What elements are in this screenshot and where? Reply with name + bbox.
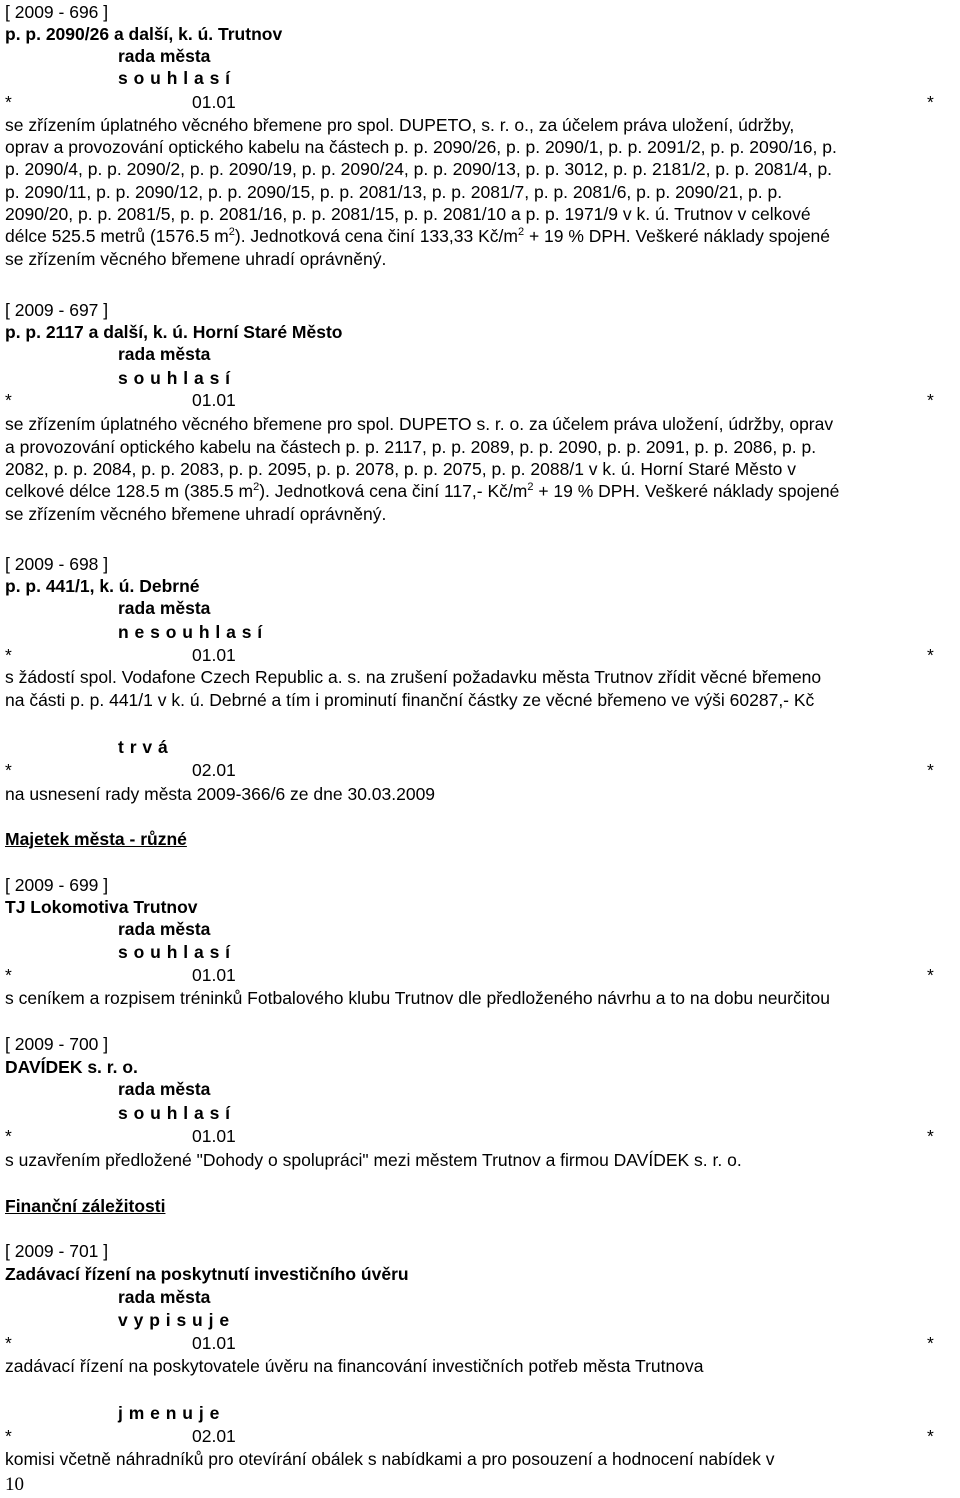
star-right: * xyxy=(927,390,934,410)
item-number: 01.01 xyxy=(192,390,236,410)
page-number: 10 xyxy=(5,1474,24,1495)
body-line: a provozování optického kabelu na částech p. p. 2117, p. p. 2089, p. p. 2090, p. p. 2091, p. p. 2086, p. p. xyxy=(5,437,817,457)
council-label: rada města xyxy=(118,919,211,939)
resolution-title: TJ Lokomotiva Trutnov xyxy=(5,897,198,917)
star-right: * xyxy=(927,1333,934,1353)
body-line: s ceníkem a rozpisem tréninků Fotbalového klubu Trutnov dle předloženého návrhu a to na dobu neurčitou xyxy=(5,988,830,1008)
body-line: délce 525.5 metrů (1576.5 $m^2$). Jednotková cena činí 133,33 $Kč/m^2 + 19$ % DPH. Veškeré náklady spojené xyxy=(5,226,831,246)
star-right: * xyxy=(927,965,934,985)
star-left: * xyxy=(5,1426,12,1446)
body-line: celkové délce 128.5 m (385.5 $m^2$). Jednotková cena činí 117,- $Kč/m^2 + 19$ % DPH. Veškeré náklady spojené xyxy=(5,481,840,501)
star-left: * xyxy=(5,1333,12,1353)
body-line: se zřízením úplatného věcného břemene pro spol. DUPETO s. r. o. za účelem práva uložení, údržby, oprav xyxy=(5,414,834,434)
section-heading: Majetek města - různé xyxy=(5,829,187,849)
council-label: rada města xyxy=(118,1079,211,1099)
item-number: 02.01 xyxy=(192,1426,236,1446)
star-right: * xyxy=(927,760,934,780)
item-number: 02.01 xyxy=(192,760,236,780)
body-line: zadávací řízení na poskytovatele úvěru na financování investičních potřeb města Trutnova xyxy=(5,1356,704,1376)
star-left: * xyxy=(5,1126,12,1146)
body-line: 2082, p. p. 2084, p. p. 2083, p. p. 2095, p. p. 2078, p. p. 2075, p. p. 2088/1 v k. ú. Horní Staré Město v xyxy=(5,459,796,479)
resolution-title: Zadávací řízení na poskytnutí investičního úvěru xyxy=(5,1264,409,1284)
council-label: rada města xyxy=(118,1287,211,1307)
item-number: 01.01 xyxy=(192,92,236,112)
decision-verb: j m e n u j e xyxy=(118,1403,220,1423)
body-line: p. 2090/4, p. p. 2090/2, p. p. 2090/19, p. p. 2090/24, p. p. 2090/13, p. p. 3012, p. p. 2181/2, p. p. 2081/4, p. xyxy=(5,159,833,179)
item-number: 01.01 xyxy=(192,645,236,665)
star-left: * xyxy=(5,92,12,112)
section-heading: Finanční záležitosti xyxy=(5,1196,166,1216)
body-line: se zřízením věcného břemene uhradí oprávněný. xyxy=(5,504,387,524)
resolution-title: p. p. 441/1, k. ú. Debrné xyxy=(5,576,200,596)
decision-verb: s o u h l a s í xyxy=(118,368,231,388)
body-line: s uzavřením předložené "Dohody o spolupráci" mezi městem Trutnov a firmou DAVÍDEK s. r. o. xyxy=(5,1150,742,1170)
resolution-ref: [ 2009 - 697 ] xyxy=(5,300,109,320)
body-line: se zřízením úplatného věcného břemene pro spol. DUPETO, s. r. o., za účelem práva uložení, údržby, xyxy=(5,115,795,135)
decision-verb: s o u h l a s í xyxy=(118,1103,231,1123)
item-number: 01.01 xyxy=(192,1333,236,1353)
item-number: 01.01 xyxy=(192,965,236,985)
body-line: se zřízením věcného břemene uhradí oprávněný. xyxy=(5,249,387,269)
resolution-title: p. p. 2117 a další, k. ú. Horní Staré Město xyxy=(5,322,343,342)
star-left: * xyxy=(5,645,12,665)
resolution-ref: [ 2009 - 699 ] xyxy=(5,875,109,895)
resolution-ref: [ 2009 - 698 ] xyxy=(5,554,109,574)
body-line: 2090/20, p. p. 2081/5, p. p. 2081/16, p. p. 2081/15, p. p. 2081/10 a p. p. 1971/9 v k. ú. Trutnov v celkové xyxy=(5,204,811,224)
body-line: na části p. p. 441/1 v k. ú. Debrné a tím i prominutí finanční částky ze věcné břemeno ve výši 60287,- Kč xyxy=(5,690,815,710)
decision-verb: s o u h l a s í xyxy=(118,68,231,88)
council-label: rada města xyxy=(118,344,211,364)
item-number: 01.01 xyxy=(192,1126,236,1146)
body-line: s žádostí spol. Vodafone Czech Republic a. s. na zrušení požadavku města Trutnov zřídit věcné břemeno xyxy=(5,667,822,687)
decision-verb: s o u h l a s í xyxy=(118,942,231,962)
star-left: * xyxy=(5,390,12,410)
resolution-ref: [ 2009 - 701 ] xyxy=(5,1241,109,1261)
body-line: komisi včetně náhradníků pro otevírání obálek s nabídkami a pro posouzení a hodnocení nabídek v xyxy=(5,1449,775,1469)
body-line: p. 2090/11, p. p. 2090/12, p. p. 2090/15, p. p. 2081/13, p. p. 2081/7, p. p. 2081/6, p. p. 2090/21, p. p. xyxy=(5,182,783,202)
decision-verb: t r v á xyxy=(118,737,169,757)
resolution-ref: [ 2009 - 696 ] xyxy=(5,2,109,22)
star-right: * xyxy=(927,1426,934,1446)
body-line: oprav a provozování optického kabelu na částech p. p. 2090/26, p. p. 2090/1, p. p. 2091/2, p. p. 2090/16, p. xyxy=(5,137,837,157)
star-right: * xyxy=(927,92,934,112)
decision-verb: n e s o u h l a s í xyxy=(118,622,263,642)
council-label: rada města xyxy=(118,46,211,66)
body-line: na usnesení rady města 2009-366/6 ze dne 30.03.2009 xyxy=(5,784,436,804)
star-right: * xyxy=(927,645,934,665)
star-left: * xyxy=(5,760,12,780)
resolution-title: p. p. 2090/26 a další, k. ú. Trutnov xyxy=(5,24,283,44)
star-right: * xyxy=(927,1126,934,1146)
resolution-title: DAVÍDEK s. r. o. xyxy=(5,1057,138,1077)
resolution-ref: [ 2009 - 700 ] xyxy=(5,1034,109,1054)
star-left: * xyxy=(5,965,12,985)
decision-verb: v y p i s u j e xyxy=(118,1310,230,1330)
council-label: rada města xyxy=(118,598,211,618)
